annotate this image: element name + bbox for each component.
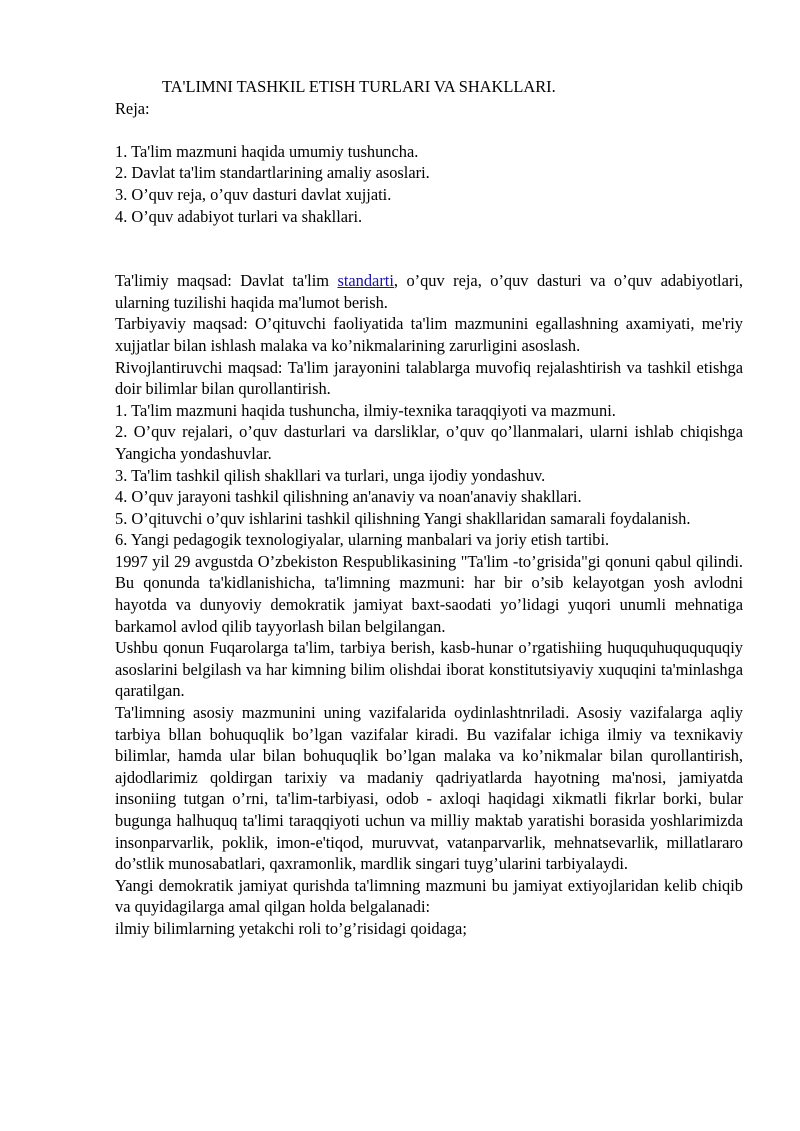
educational-goal-paragraph <box>115 270 743 313</box>
document-title: TA'LIMNI TASHKIL ETISH TURLARI VA SHAKLLARI. <box>162 77 556 96</box>
paragraph: Ta'limning asosiy mazmunini uning vazifalarida oydinlashtnriladi. Asosiy vazifalarga aqliy tarbiya bllan bohuquqlik bo’lgan vazifalar kiradi. Bu vazifalar ichiga ilmiy va texnikaviy bilimlar, hamda ular bilan bohuquqlik bo’lgan malaka va ko’nikmalar bilan qurollantirish, ajdodlarimiz qoldirgan tarixiy va madaniy qadriyatlarda hayotning ma'nosi, jamiyatda insoniing tutgan o’rni, ta'lim-tarbiyasi, odob - axloqi haqidagi xikmatli fikrlar borki, bular bugunga halhuquq ta'limi taraqqiyoti uchun va milliy maktab yaratishi borasida yoshlarimizda insonparvarlik, poklik, imon-e'tiqod, muruvvat, vatanparvarlik, mehnatsevarlik, millatlararo do’stlik munosabatlari, qaxramonlik, mardlik singari tuyg’ularini tarbiyalaydi. <box>115 703 743 874</box>
blank-space <box>115 227 743 270</box>
plan-item: 4. O’quv adabiyot turlari va shakllari. <box>115 206 363 226</box>
plan-heading: Reja: <box>115 98 150 118</box>
paragraph: 1. Ta'lim mazmuni haqida tushuncha, ilmiy-texnika taraqqiyoti va mazmuni. <box>115 400 616 420</box>
paragraph: 2. O’quv rejalari, o’quv dasturlari va darsliklar, o’quv qo’llanmalari, ularni ishlab chiqishga Yangicha yondashuvlar. <box>115 422 743 463</box>
plan-item: 3. O’quv reja, o’quv dasturi davlat xujjati. <box>115 184 392 204</box>
paragraph: ilmiy bilimlarning yetakchi roli to’g’risidagi qoidaga; <box>115 918 467 938</box>
paragraph: 3. Ta'lim tashkil qilish shakllari va turlari, unga ijodiy yondashuv. <box>115 465 546 485</box>
plan-item: 2. Davlat ta'lim standartlarining amaliy asoslari. <box>115 163 430 183</box>
educational-goal-text-end: , o’quv reja, o’quv dasturi va o’quv adabiyotlari, ularning tuzilishi haqida ma'lumot berish. <box>115 271 743 312</box>
paragraph: Yangi demokratik jamiyat qurishda ta'limning mazmuni bu jamiyat extiyojlaridan kelib chiqib va quyidagilarga amal qilgan holda belgalanadi: <box>115 875 743 917</box>
document-page <box>115 72 743 940</box>
educational-goal-text: Ta'limiy maqsad: Davlat ta'lim <box>115 271 338 291</box>
paragraph: 1997 yil 29 avgustda O’zbekiston Respublikasining "Ta'lim -to’grisida"gi qonuni qabul qilindi. Bu qonunda ta'kidlanishicha, ta'limning mazmuni: har bir o’sib kelayotgan yosh avlodni hayotda va dunyoviy demokratik jamiyat baxt-saodati yo’lidagi yuqori unumli mehnatiga barkamol avlod qilib tayyorlash bilan belgilangan. <box>115 551 743 636</box>
plan-list <box>115 141 743 227</box>
paragraph: 5. O’qituvchi o’quv ishlarini tashkil qilishning Yangi shakllaridan samarali foydalanish. <box>115 508 691 528</box>
standard-link[interactable]: standarti <box>337 271 394 291</box>
paragraph: 4. O’quv jarayoni tashkil qilishning an'anaviy va noan'anaviy shakllari. <box>115 487 582 507</box>
paragraph: 6. Yangi pedagogik texnologiyalar, ularning manbalari va joriy etish tartibi. <box>115 530 610 550</box>
blank-line <box>115 119 743 141</box>
paragraph: Ushbu qonun Fuqarolarga ta'lim, tarbiya berish, kasb-hunar o’rgatishiing huququhuquququqiy asoslarini belgilash va har kimning bilim olishdai iborat konstitutsiyaviy xuquqini ta'minlashga qaratilgan. <box>115 638 743 701</box>
paragraph: Rivojlantiruvchi maqsad: Ta'lim jarayonini talablarga muvofiq rejalashtirish va tashkil etishga doir bilimlar bilan qurollantirish. <box>115 357 743 399</box>
plan-item: 1. Ta'lim mazmuni haqida umumiy tushuncha. <box>115 141 419 161</box>
paragraph: Tarbiyaviy maqsad: O’qituvchi faoliyatida ta'lim mazmunini egallashning axamiyati, me'riy xujjatlar bilan ishlash malaka va ko’nikmalarining zarurligini asoslash. <box>115 314 743 355</box>
